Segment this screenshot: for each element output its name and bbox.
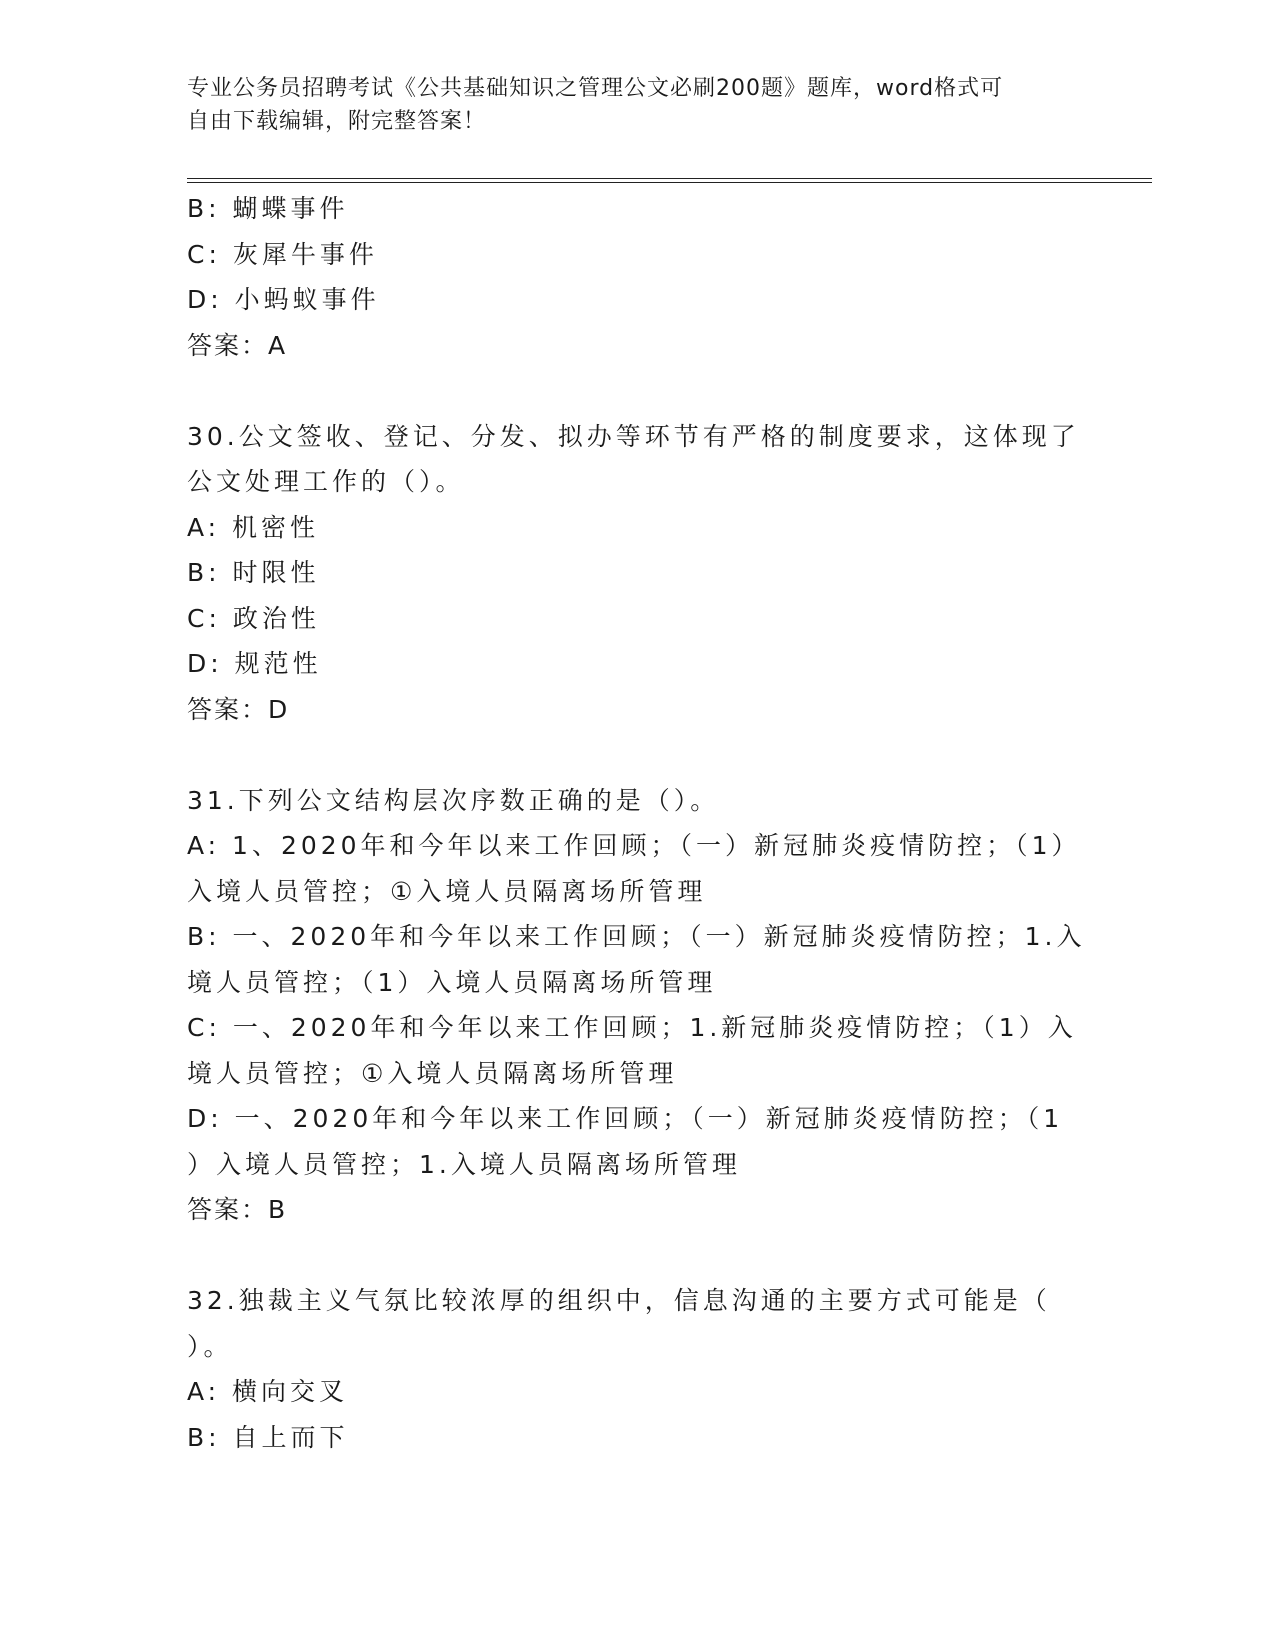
option-d: D: 小蚂蚁事件 — [187, 285, 380, 314]
option-b: B: 时限性 — [187, 558, 320, 587]
page-header — [187, 72, 1067, 138]
question-32 — [187, 1278, 1087, 1460]
option-b: B: 蝴蝶事件 — [187, 194, 349, 223]
option-b: B: 一、2020年和今年以来工作回顾；（一）新冠肺炎疫情防控；1.入 — [187, 922, 1086, 951]
option-a: A: 机密性 — [187, 512, 320, 542]
option-c: C: 灰犀牛事件 — [187, 239, 378, 269]
option-c-cont: 境人员管控；①入境人员隔离场所管理 — [187, 1058, 678, 1088]
option-a-cont: 入境人员管控；①入境人员隔离场所管理 — [187, 876, 707, 906]
header-line-2: 自由下载编辑，附完整答案！ — [187, 109, 487, 134]
option-b-cont: 境人员管控；（1）入境人员隔离场所管理 — [187, 967, 717, 997]
option-d-cont: ）入境人员管控；1.入境人员隔离场所管理 — [187, 1149, 741, 1179]
option-c: C: 政治性 — [187, 603, 320, 633]
option-d: D: 规范性 — [187, 649, 322, 678]
header-line-1: 专业公务员招聘考试《公共基础知识之管理公文必刷200题》题库，word格式可 — [187, 76, 1004, 101]
answer-line: 答案：B — [187, 1195, 288, 1224]
spacer — [187, 368, 1087, 414]
question-stem: ）。 — [187, 1331, 233, 1361]
option-d: D: 一、2020年和今年以来工作回顾；（一）新冠肺炎疫情防控；（1 — [187, 1104, 1064, 1133]
question-stem: 公文处理工作的（）。 — [187, 467, 465, 496]
option-a: A: 横向交叉 — [187, 1377, 349, 1406]
spacer — [187, 1233, 1087, 1279]
spacer — [187, 732, 1087, 778]
header-divider — [187, 178, 1152, 183]
question-31 — [187, 778, 1087, 1233]
question-stem: 32.独裁主义气氛比较浓厚的组织中，信息沟通的主要方式可能是（ — [187, 1286, 1051, 1315]
question-stem: 30.公文签收、登记、分发、拟办等环节有严格的制度要求，这体现了 — [187, 421, 1080, 451]
document-body — [187, 186, 1087, 1460]
question-29-tail — [187, 186, 1087, 368]
option-c: C: 一、2020年和今年以来工作回顾；1.新冠肺炎疫情防控；（1）入 — [187, 1013, 1077, 1042]
answer-line: 答案：D — [187, 694, 290, 724]
answer-line: 答案：A — [187, 330, 288, 360]
option-a: A: 1、2020年和今年以来工作回顾；（一）新冠肺炎疫情防控；（1） — [187, 831, 1081, 860]
question-30 — [187, 414, 1087, 733]
option-b: B: 自上而下 — [187, 1422, 349, 1452]
question-stem: 31.下列公文结构层次序数正确的是（）。 — [187, 785, 720, 815]
